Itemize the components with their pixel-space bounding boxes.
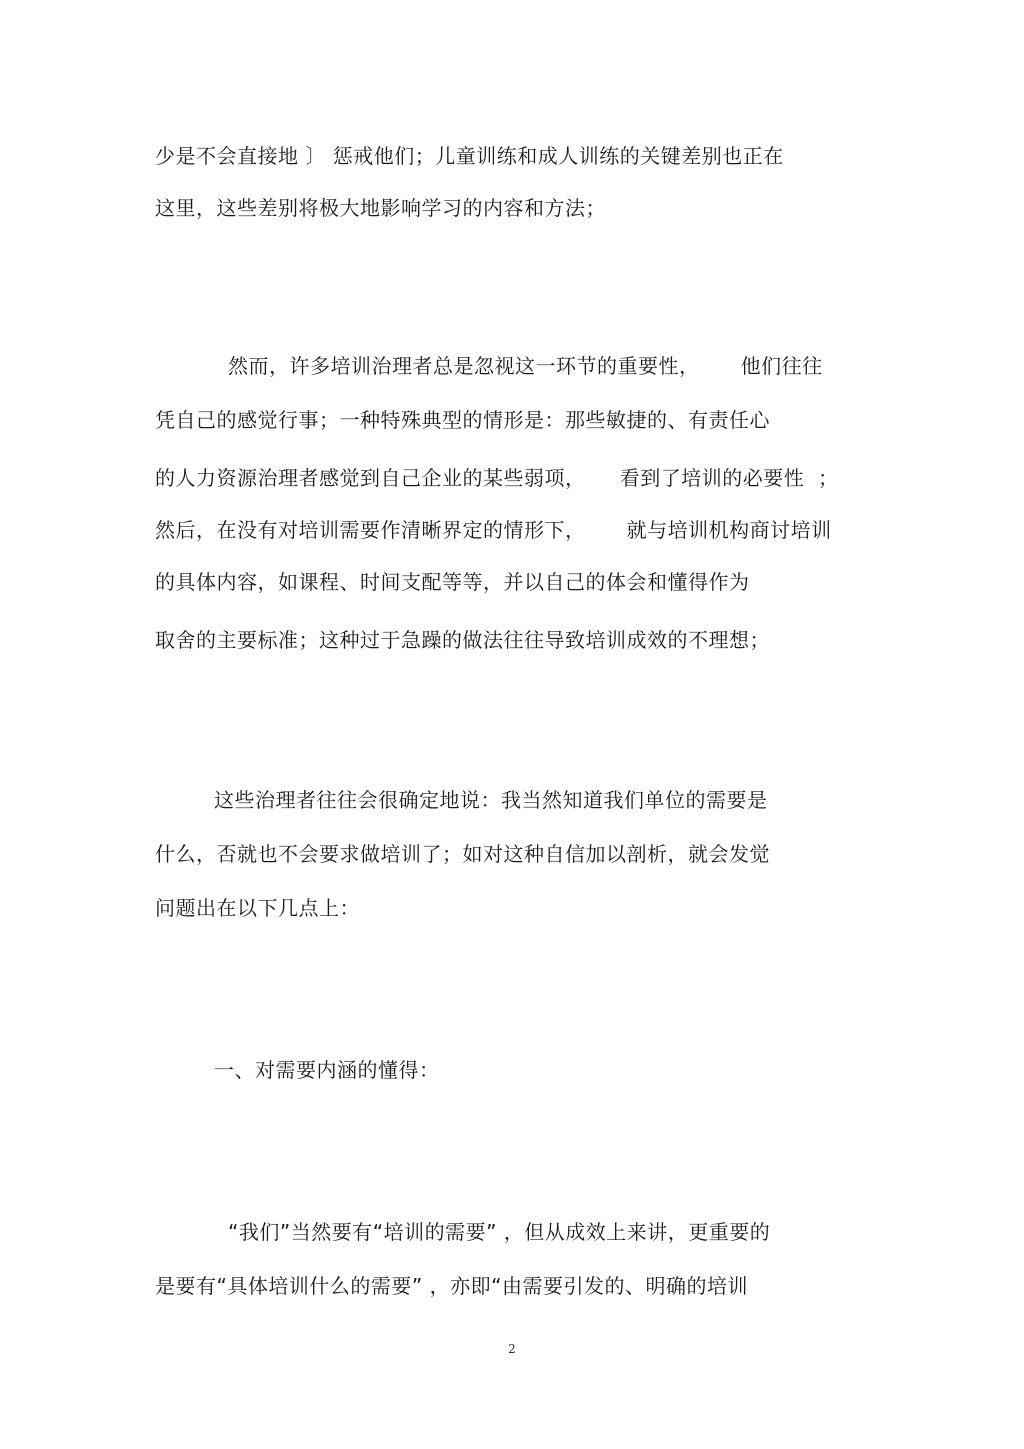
text-line: 这里，这些差别将极大地影响学习的内容和方法； — [155, 196, 606, 220]
text-line: 然后，在没有对培训需要作清晰界定的情形下， 就与培训机构商讨培训 — [155, 518, 832, 542]
text-line: “我们”当然要有“培训的需要” ，但从成效上来讲，更重要的 — [228, 1220, 771, 1244]
text-line: 的人力资源治理者感觉到自己企业的某些弱项， 看到了培训的必要性 ； — [155, 466, 839, 490]
text-line: 少是不会直接地 〕 惩戒他们；儿童训练和成人训练的关键差别也正在 — [155, 144, 784, 168]
text-line: 然而，许多培训治理者总是忽视这一环节的重要性， 他们往往 — [228, 354, 823, 378]
page-number: 2 — [508, 1342, 516, 1356]
text-line: 取舍的主要标准；这种过于急躁的做法往往导致培训成效的不理想； — [155, 628, 770, 652]
text-line: 这些治理者往往会很确定地说：我当然知道我们单位的需要是 — [214, 788, 768, 812]
section-heading: 一、对需要内涵的懂得： — [214, 1058, 440, 1082]
text-line: 问题出在以下几点上： — [155, 896, 360, 920]
text-line: 的具体内容，如课程、时间支配等等，并以自己的体会和懂得作为 — [155, 570, 750, 594]
text-line: 凭自己的感觉行事；一种特殊典型的情形是：那些敏捷的、有责任心 — [155, 408, 770, 432]
text-line: 是要有“具体培训什么的需要” ，亦即“由需要引发的、明确的培训 — [155, 1274, 748, 1298]
text-line: 什么，否就也不会要求做培训了；如对这种自信加以剖析，就会发觉 — [155, 842, 770, 866]
